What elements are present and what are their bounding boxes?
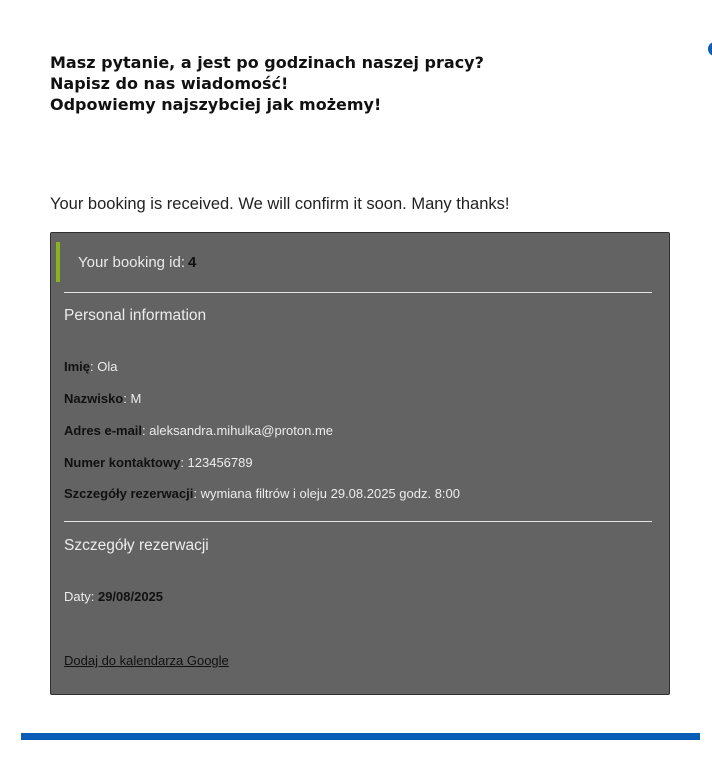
reservation-dates xyxy=(64,589,163,604)
personal-info-title: Personal information xyxy=(64,307,207,324)
field-label: Numer kontaktowy xyxy=(64,455,181,470)
footer-bar xyxy=(21,733,700,740)
field-label: Adres e-mail xyxy=(64,423,143,438)
field-first-name xyxy=(64,359,117,374)
field-value: : Ola xyxy=(90,359,118,374)
chat-bubble-icon[interactable] xyxy=(708,42,712,56)
divider xyxy=(64,292,652,293)
add-to-google-calendar-link[interactable]: Dodaj do kalendarza Google xyxy=(64,653,229,668)
intro-text xyxy=(50,52,484,115)
field-label: Nazwisko xyxy=(64,391,124,406)
field-email xyxy=(64,423,333,438)
booking-id-label: Your booking id: xyxy=(78,253,186,271)
booking-summary-panel xyxy=(50,232,670,695)
field-value: : wymiana filtrów i oleju 29.08.2025 godz. 8:00 xyxy=(193,486,461,501)
reservation-details-title: Szczegóły rezerwacji xyxy=(64,537,209,554)
field-value: : M xyxy=(123,391,142,406)
dates-value: 29/08/2025 xyxy=(97,589,164,604)
field-label: Szczegóły rezerwacji xyxy=(64,486,194,501)
intro-line-3: Odpowiemy najszybciej jak możemy! xyxy=(50,95,382,114)
intro-line-1: Masz pytanie, a jest po godzinach naszej pracy? xyxy=(50,53,484,72)
field-phone xyxy=(64,455,253,470)
field-reservation-details xyxy=(64,486,460,501)
field-label: Imię xyxy=(64,359,91,374)
booking-id-notice xyxy=(56,242,196,282)
booking-received-message: Your booking is received. We will confirm it soon. Many thanks! xyxy=(50,195,510,213)
field-last-name xyxy=(64,391,141,406)
field-value: : 123456789 xyxy=(180,455,253,470)
field-value: : aleksandra.mihulka@proton.me xyxy=(142,423,334,438)
intro-line-2: Napisz do nas wiadomość! xyxy=(50,74,289,93)
divider xyxy=(64,521,652,522)
booking-id-value: 4 xyxy=(188,253,197,271)
dates-label: Daty: xyxy=(64,589,95,604)
